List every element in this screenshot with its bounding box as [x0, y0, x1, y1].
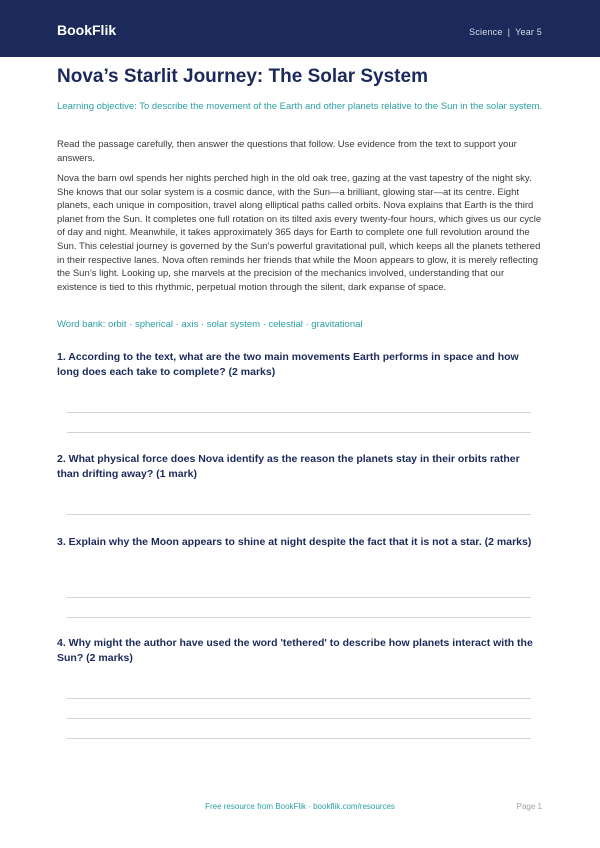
page-title: Nova’s Starlit Journey: The Solar System	[57, 66, 428, 87]
learning-objective: Learning objective: To describe the movement of the Earth and other planets relative to the Sun in the solar system.	[57, 101, 543, 112]
subject-label: Science	[469, 27, 503, 37]
answer-line[interactable]	[67, 432, 531, 433]
page-number: Page 1	[516, 802, 542, 811]
meta-separator: |	[507, 27, 511, 37]
answer-line[interactable]	[67, 617, 531, 618]
answer-line[interactable]	[67, 738, 531, 739]
header-meta	[469, 27, 542, 37]
answer-line[interactable]	[67, 597, 531, 598]
answer-line[interactable]	[67, 718, 531, 719]
year-label: Year 5	[515, 27, 542, 37]
brand-logo-text[interactable]: BookFlik	[57, 22, 117, 38]
word-bank: Word bank: orbit · spherical · axis · solar system · celestial · gravitational	[57, 319, 363, 330]
question-2: 2. What physical force does Nova identify as the reason the planets stay in their orbits rather than drifting away? (1 mark)	[57, 453, 520, 480]
reading-passage: Nova the barn owl spends her nights perched high in the old oak tree, gazing at the vast tapestry of the night sky. She knows that our solar system is a cosmic dance, with the Sun—a brilliant, glowing star—at its centre. Eight planets, each unique in composition, travel along elliptical paths called orbits. Nova explains that Earth is the third planet from the Sun. It completes one full rotation on its tilted axis every twenty-four hours, which gives us our cycle of day and night. Meanwhile, it takes approximately 365 days for Earth to complete one full revolution around the Sun. This celestial journey is governed by the Sun’s powerful gravitational pull, which keeps all the planets tethered in their respective lanes. Nova often reminds her friends that while the Moon appears to glow, it is merely reflecting the Sun’s light. Looking up, she marvels at the precision of the mechanics involved, understanding that our existence is tied to this rhythmic, perpetual motion through the silent, dark expanse of space.	[57, 173, 542, 293]
question-1: 1. According to the text, what are the two main movements Earth performs in space and how long does each take to complete? (2 marks)	[57, 351, 519, 378]
instructions-text: Read the passage carefully, then answer the questions that follow. Use evidence from the text to support your answers.	[57, 139, 517, 164]
answer-line[interactable]	[67, 514, 531, 515]
question-3: 3. Explain why the Moon appears to shine at night despite the fact that it is not a star. (2 marks)	[57, 536, 532, 548]
question-4: 4. Why might the author have used the word 'tethered' to describe how planets interact with the Sun? (2 marks)	[57, 637, 533, 664]
footer-credit[interactable]: Free resource from BookFlik · bookflik.com/resources	[205, 802, 395, 811]
answer-line[interactable]	[67, 412, 531, 413]
header-bar	[0, 0, 600, 57]
answer-line[interactable]	[67, 698, 531, 699]
